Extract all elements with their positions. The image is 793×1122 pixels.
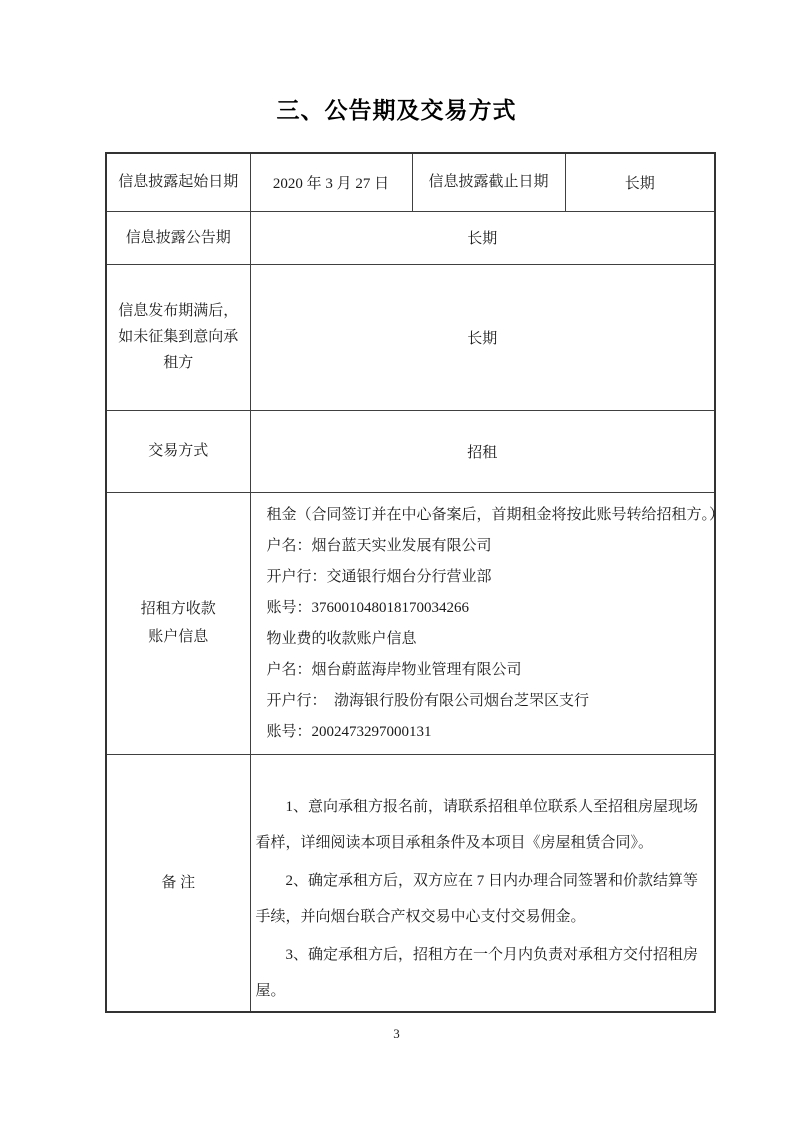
remark-paragraph: 2、确定承租方后，双方应在 7 日内办理合同签署和价款结算等手续，并向烟台联合产权交易中心支付交易佣金。 <box>255 872 699 925</box>
account-info-content <box>250 492 725 754</box>
account-info-line: 租金（合同签订并在中心备案后，首期租金将按此账号转给招租方。） <box>266 507 725 523</box>
disclosure-start-label: 信息披露起始日期 <box>106 153 250 211</box>
disclosure-end-value: 长期 <box>565 153 715 211</box>
row-remarks <box>106 754 715 1012</box>
after-expiry-label: 信息发布期满后，如未征集到意向承租方 <box>106 264 250 410</box>
page-title: 三、公告期及交易方式 <box>276 98 517 123</box>
account-info-line: 户名：烟台蓝天实业发展有限公司 <box>266 538 492 554</box>
account-info-label <box>106 492 250 754</box>
row-announcement-period <box>106 211 715 264</box>
account-info-label-text: 招租方收款账户信息 <box>140 601 216 645</box>
announcement-period-label: 信息披露公告期 <box>106 211 250 264</box>
remark-paragraph: 1、意向承租方报名前，请联系招租单位联系人至招租房屋现场看样，详细阅读本项目承租条件及本项目《房屋租赁合同》。 <box>255 798 699 851</box>
row-account-info <box>106 492 715 754</box>
after-expiry-value: 长期 <box>250 264 715 410</box>
account-info-line: 物业费的收款账户信息 <box>266 631 417 647</box>
disclosure-end-label: 信息披露截止日期 <box>412 153 565 211</box>
announcement-table <box>105 152 725 1013</box>
remark-paragraph: 3、确定承租方后，招租方在一个月内负责对承租方交付招租房屋。 <box>255 946 699 999</box>
row-transaction-method <box>106 410 715 492</box>
account-info-line: 户名：烟台蔚蓝海岸物业管理有限公司 <box>266 662 522 678</box>
row-after-expiry <box>106 264 715 410</box>
page-number: 3 <box>393 1026 400 1041</box>
transaction-method-value: 招租 <box>250 410 715 492</box>
transaction-method-label: 交易方式 <box>106 410 250 492</box>
account-info-line: 账号：2002473297000131 <box>266 724 432 740</box>
announcement-period-value: 长期 <box>250 211 715 264</box>
row-disclosure-dates <box>106 153 715 211</box>
account-info-line: 开户行： 渤海银行股份有限公司烟台芝罘区支行 <box>266 693 590 709</box>
disclosure-start-value: 2020 年 3 月 27 日 <box>250 153 412 211</box>
remarks-content <box>250 754 715 1012</box>
account-info-line: 账号：376001048018170034266 <box>266 600 470 616</box>
account-info-line: 开户行：交通银行烟台分行营业部 <box>266 569 492 585</box>
remarks-label: 备 注 <box>106 754 250 1012</box>
